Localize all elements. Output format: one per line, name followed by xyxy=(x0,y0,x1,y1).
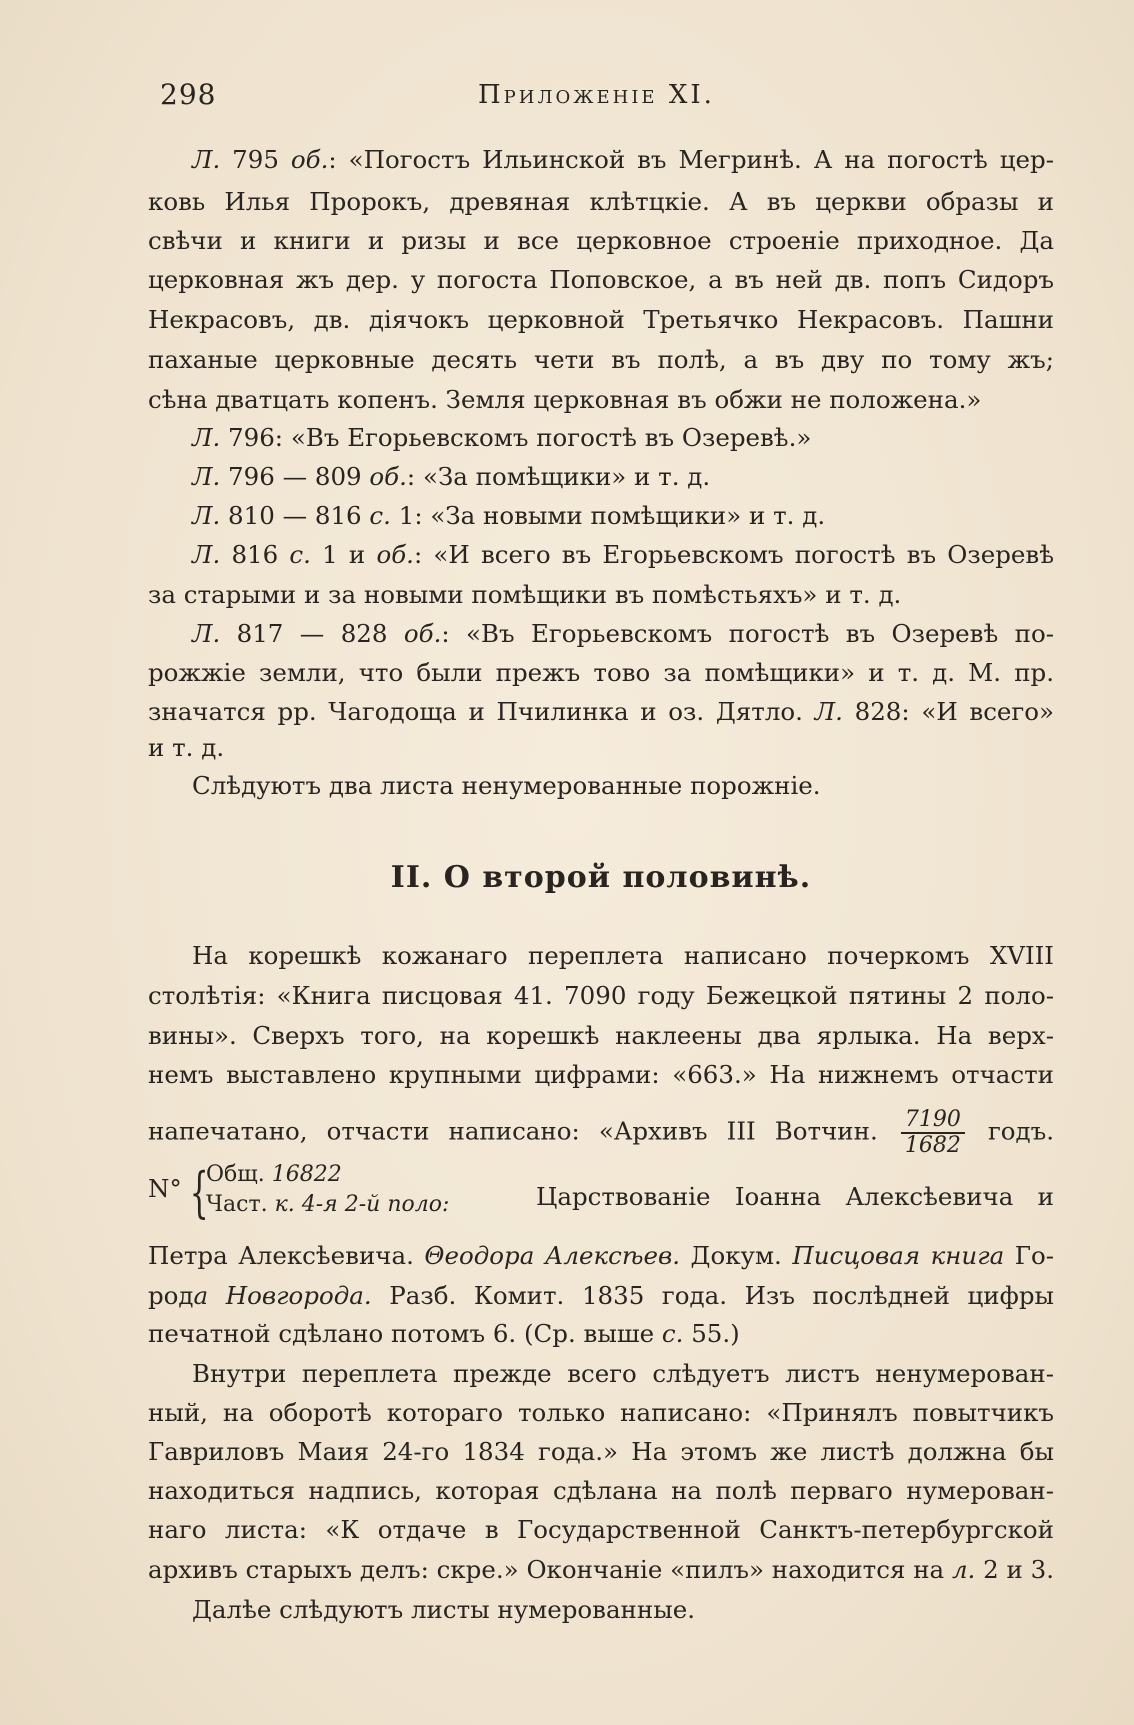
text-line: Л. 796: «Въ Егорьевскомъ погостѣ въ Озеревѣ.» xyxy=(192,423,812,452)
page-header xyxy=(160,78,1040,118)
text-line: паханые церковные десять чети въ полѣ, а въ дву по тому жъ; xyxy=(148,345,1054,374)
section-heading: II. О второй половинѣ. xyxy=(390,860,812,895)
text-line: напечатано, отчасти написано: «Архивъ III Вотчин. $\frac{7190}{1682}$ годъ. xyxy=(148,1107,1054,1158)
text-line: Царствованіе Іоанна Алексѣевича и xyxy=(536,1182,1054,1211)
date-fraction: $\frac{7190}{1682}$ xyxy=(901,1108,965,1158)
text-line: столѣтія: «Книга писцовая 41. 7090 году Бежецкой пятины 2 поло- xyxy=(148,981,1054,1010)
text-line: На корешкѣ кожанаго переплета написано почеркомъ XVIII xyxy=(192,941,1054,970)
text-line: Л. 816 с. 1 и об.: «И всего въ Егорьевскомъ погостѣ въ Озеревѣ xyxy=(192,540,1054,569)
text-line: печатной сдѣлано потомъ 6. (Ср. выше с. 55.) xyxy=(148,1319,740,1348)
brace: { xyxy=(189,1161,209,1224)
text-line: Л. 817 — 828 об.: «Въ Егорьевскомъ погостѣ въ Озеревѣ по- xyxy=(192,619,1054,648)
text-line: Гавриловъ Маия 24-го 1834 года.» На этомъ же листѣ должна бы xyxy=(148,1437,1054,1466)
text-line: Некрасовъ, дв. діячокъ церковной Третьячко Некрасовъ. Пашни xyxy=(148,305,1054,334)
text-line: за старыми и за новыми помѣщики въ помѣстьяхъ» и т. д. xyxy=(148,580,902,609)
text-line: архивъ старыхъ делъ: скре.» Окончаніе «пилъ» находится на л. 2 и 3. xyxy=(148,1555,1054,1584)
text-line: Петра Алексѣевича. Θеодора Алексѣев. Докум. Писцовая книга Го- xyxy=(148,1241,1054,1270)
text-line: ковь Илья Пророкъ, древяная клѣтцкіе. А въ церкви образы и xyxy=(148,187,1054,216)
text-line: сѣна дватцать копенъ. Земля церковная въ обжи не положена.» xyxy=(148,385,982,414)
text-line: свѣчи и книги и ризы и все церковное строеніе приходное. Да xyxy=(148,226,1054,255)
text-line: Слѣдуютъ два листа ненумерованные порожніе. xyxy=(192,771,821,800)
text-line: рожжіе земли, что были прежъ тово за помѣщики» и т. д. М. пр. xyxy=(148,658,1054,687)
text-line: церковная жъ дер. у погоста Поповское, а въ ней дв. попъ Сидоръ xyxy=(148,265,1054,294)
text-line: Л. 810 — 816 с. 1: «За новыми помѣщики» и т. д. xyxy=(192,501,826,530)
text-line: Далѣе слѣдуютъ листы нумерованные. xyxy=(192,1595,696,1624)
text-line: Л. 796 — 809 об.: «За помѣщики» и т. д. xyxy=(192,462,711,491)
text-line: немъ выставлено крупными цифрами: «663.» На нижнемъ отчасти xyxy=(148,1060,1054,1089)
stamp-lines: Общ. 16822 Част. к. 4-я 2-й поло: xyxy=(206,1162,450,1217)
text-line: вины». Сверхъ того, на корешкѣ наклеены два ярлыка. На верх- xyxy=(148,1021,1054,1050)
text-line: и т. д. xyxy=(148,733,225,762)
text-line: наго листа: «К отдаче в Государственной Санктъ-петербургской xyxy=(148,1515,1054,1544)
text-line: значатся рр. Чагодоща и Пчилинка и оз. Дятло. Л. 828: «И всего» xyxy=(148,697,1055,726)
number-sign: N° xyxy=(148,1174,182,1203)
text-line: находиться надпись, которая сдѣлана на полѣ перваго нумерован- xyxy=(148,1476,1054,1505)
text-line: ный, на оборотѣ котораго только написано: «Принялъ повытчикъ xyxy=(148,1398,1054,1427)
text-line: рода Новгорода. Разб. Комит. 1835 года. Изъ послѣдней цифры xyxy=(148,1281,1054,1310)
text-line: Внутри переплета прежде всего слѣдуетъ листъ ненумерован- xyxy=(192,1359,1054,1388)
page-number: 298 xyxy=(160,78,217,111)
text-line: Л. 795 об.: «Погостъ Ильинской въ Мегринѣ. А на погостѣ цер- xyxy=(192,145,1054,174)
running-title: Приложеніе XI. xyxy=(478,80,715,110)
catalogue-stamp xyxy=(148,1160,1054,1232)
